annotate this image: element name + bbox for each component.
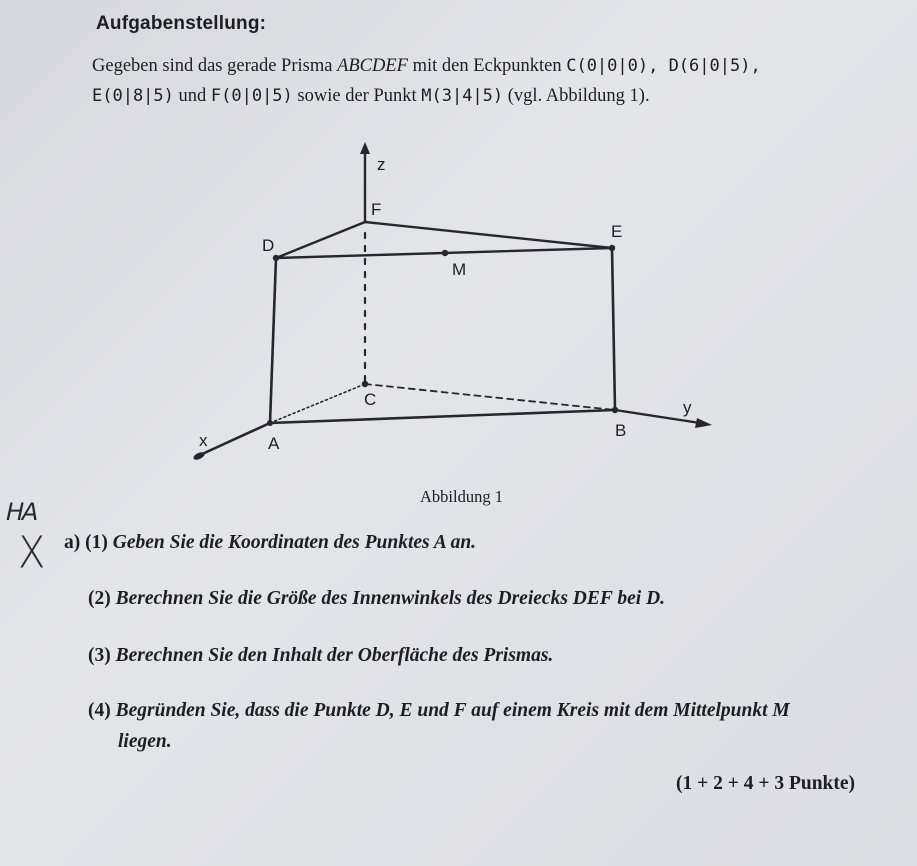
task-number: a) (1) (64, 532, 108, 553)
points-summary: (1 + 2 + 4 + 3 Punkte) (676, 773, 856, 794)
edge-cb-hidden (365, 384, 615, 410)
figure-caption: Abbildung 1 (420, 487, 503, 506)
point-m: M(3|4|5) (421, 86, 504, 106)
label-m: M (452, 260, 467, 279)
edge-da (270, 258, 276, 423)
task-a2 (88, 588, 665, 610)
label-f: F (371, 200, 382, 219)
label-x: x (199, 431, 208, 450)
task-a1 (64, 532, 476, 554)
task-a3 (88, 645, 553, 667)
task-heading: Aufgabenstellung: (96, 13, 267, 34)
label-a: A (268, 434, 280, 453)
y-arrow (695, 418, 712, 428)
point-e: E(0|8|5) (92, 86, 174, 106)
intro-text: und (173, 86, 211, 106)
task-text: Begründen Sie, dass die Punkte D, E und F auf einem Kreis mit dem Mittelpunkt M (110, 700, 790, 721)
intro-text: Gegeben sind das gerade Prisma (92, 56, 338, 76)
point-m-dot (442, 250, 448, 256)
task-number: (2) (88, 588, 111, 609)
vertex-a (267, 420, 273, 426)
task-number: (3) (88, 645, 111, 666)
edge-eb (612, 248, 615, 410)
task-text: Berechnen Sie den Inhalt der Oberfläche des Prismas. (110, 645, 554, 666)
handwritten-cross: X (18, 527, 46, 579)
label-y: y (683, 398, 692, 417)
x-axis (200, 423, 270, 455)
prism-figure (0, 130, 917, 490)
z-arrow (360, 142, 370, 154)
label-b: B (615, 421, 627, 440)
task-number: (4) (88, 700, 111, 721)
vertex-e (609, 245, 615, 251)
points-c-d: C(0|0|0), D(6|0|5), (566, 56, 761, 76)
edge-ca-hidden (270, 384, 365, 423)
label-d: D (262, 236, 275, 255)
task-text: Geben Sie die Koordinaten des Punktes A an. (107, 532, 477, 553)
task-a4-continued: liegen. (118, 731, 172, 752)
intro-text: sowie der Punkt (292, 86, 422, 106)
task-text: Berechnen Sie die Größe des Innenwinkels des Dreiecks DEF bei D. (110, 588, 666, 609)
task-a4 (88, 700, 790, 722)
intro-text: mit den Eckpunkten (407, 56, 567, 76)
label-c: C (364, 390, 377, 409)
vertex-b (612, 407, 618, 413)
edge-fe (365, 222, 612, 248)
label-z: z (377, 155, 386, 174)
vertex-c (362, 381, 368, 387)
prism-name: ABCDEF (337, 56, 408, 76)
intro-text: (vgl. Abbildung 1). (503, 86, 650, 106)
point-f: F(0|0|5) (210, 86, 293, 106)
handwritten-ha: HA (3, 498, 40, 526)
label-e: E (611, 222, 623, 241)
intro-line-1 (92, 56, 761, 77)
edge-df (276, 222, 365, 258)
intro-line-2 (92, 86, 650, 107)
edge-ab (270, 410, 615, 423)
vertex-d (273, 255, 279, 261)
